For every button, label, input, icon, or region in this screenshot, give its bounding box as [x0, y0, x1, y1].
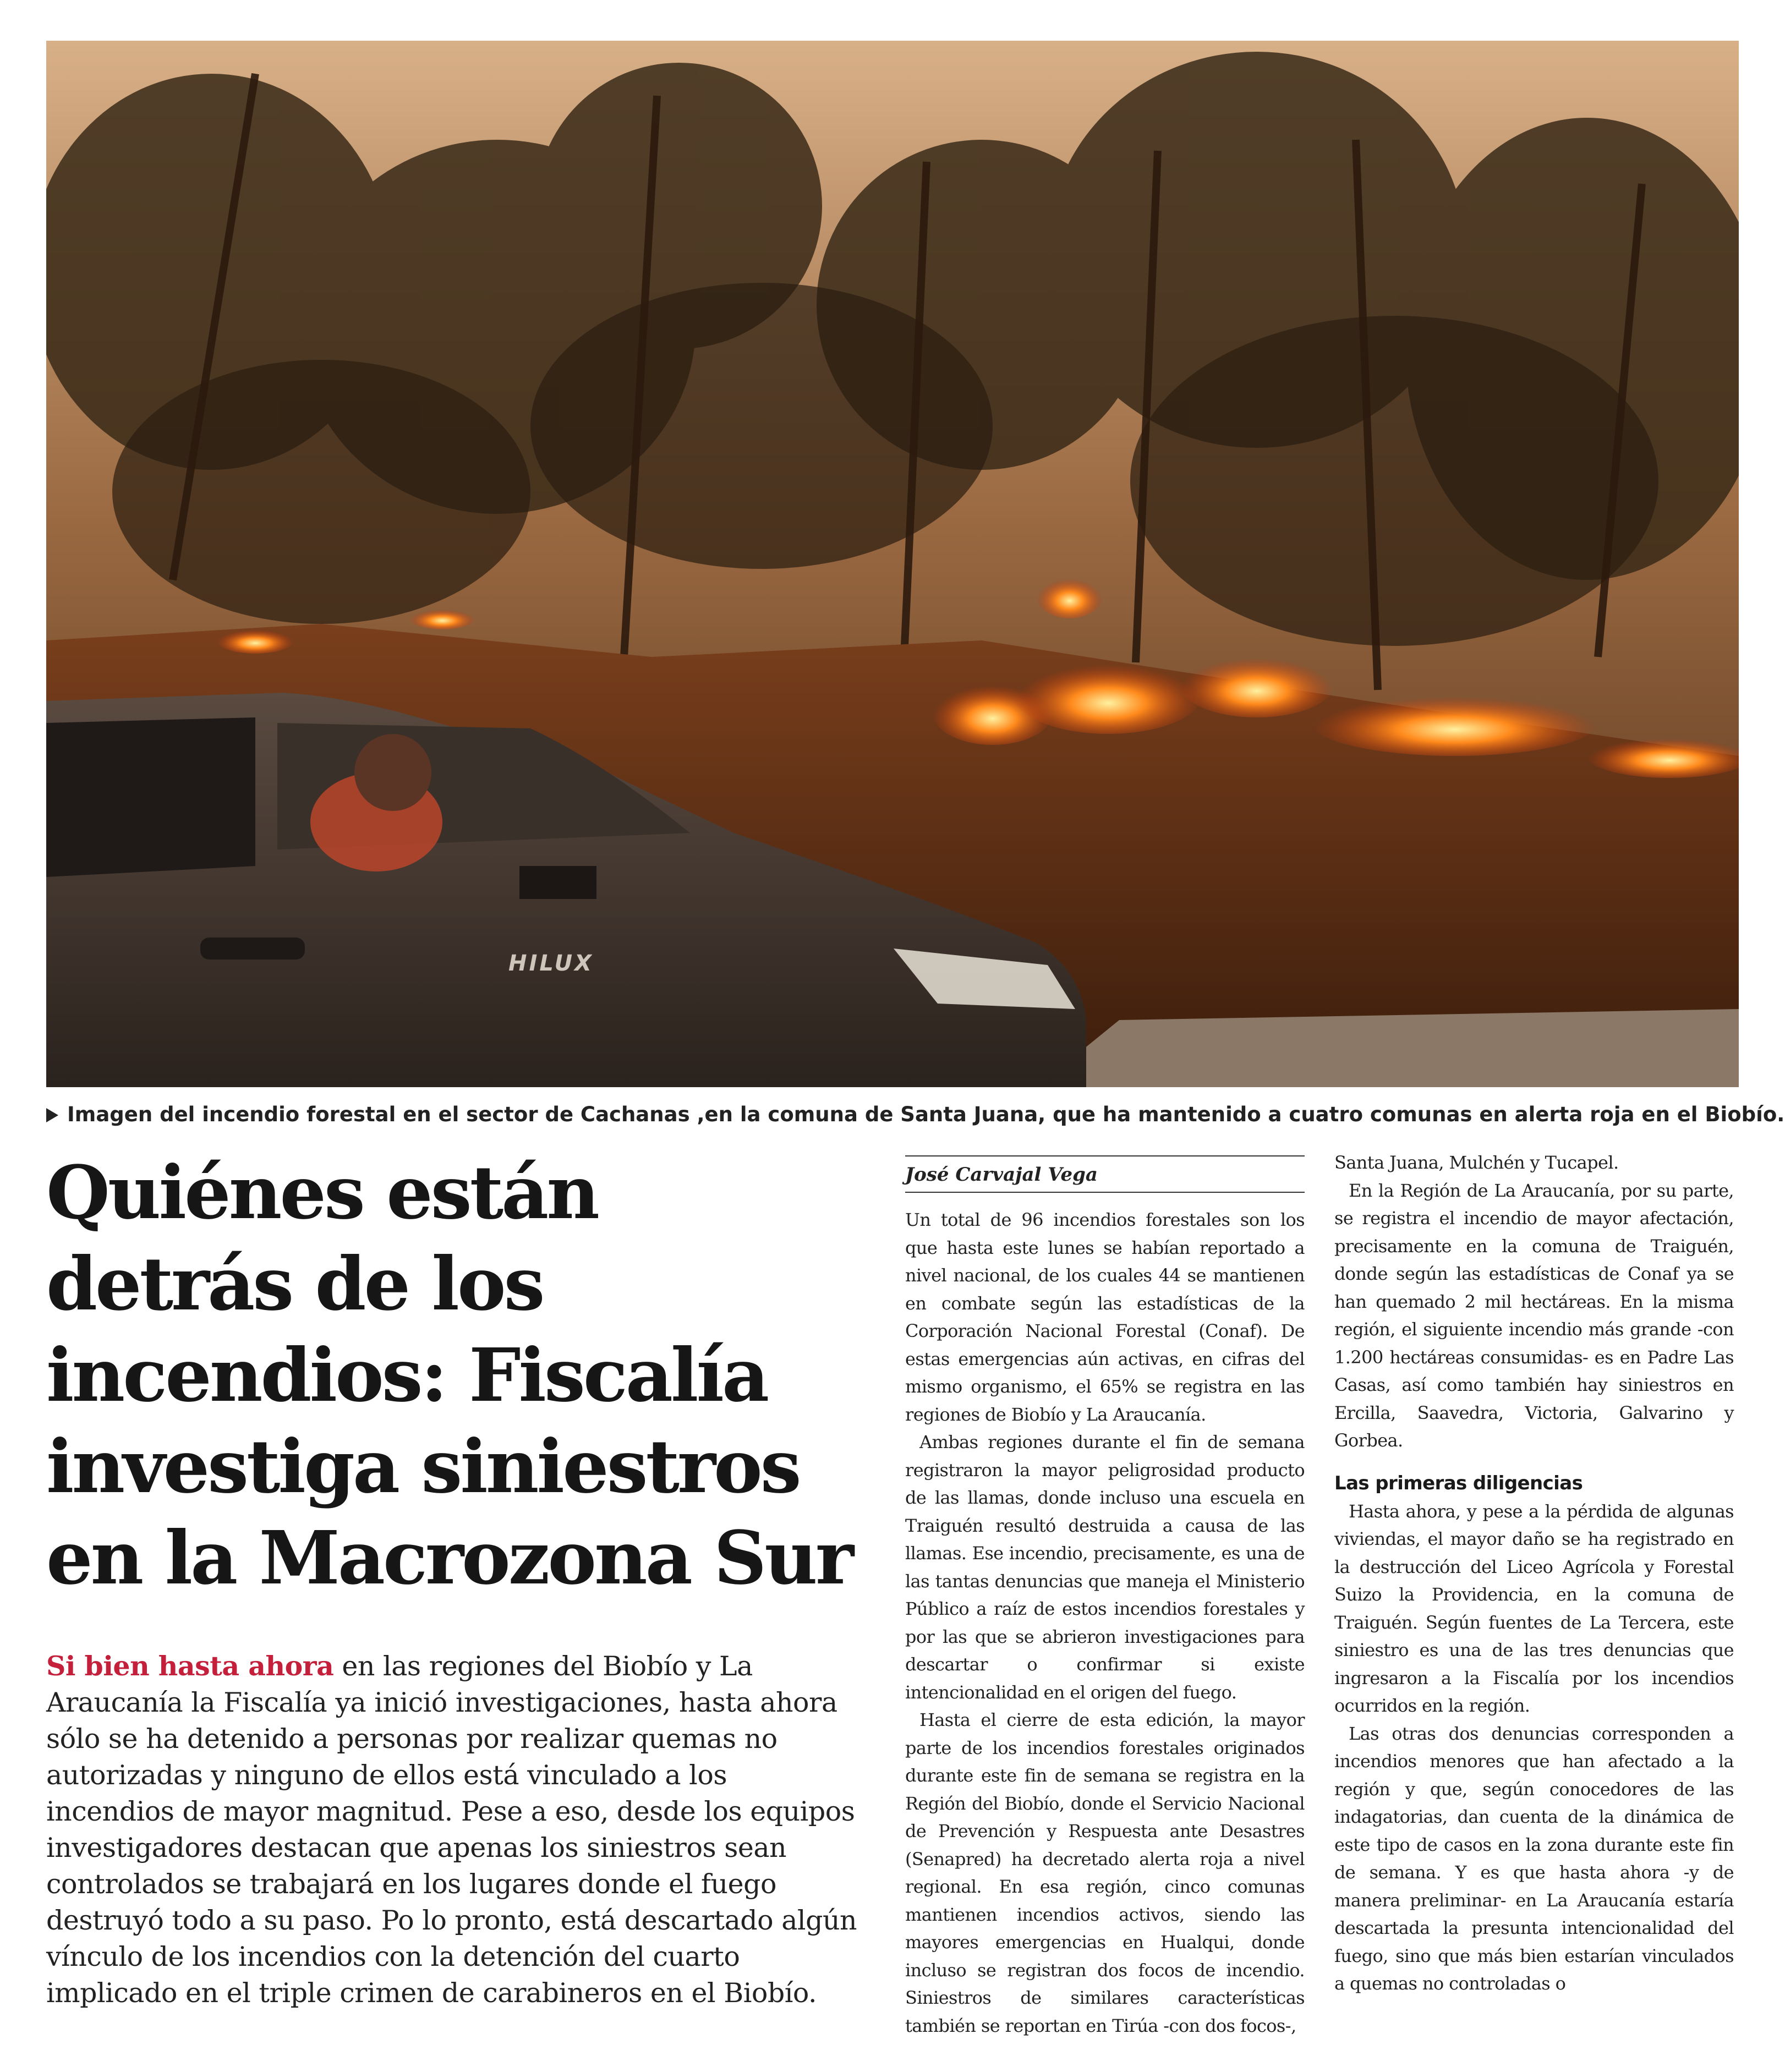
body-paragraph: En la Región de La Araucanía, por su parte, se registra el incendio de mayor afectación, precisamente en la comuna de Traiguén, donde según las estadísticas de Conaf ya se han quemado 2 mil hectáreas. En la misma región, el siguiente incendio más grande -con 1.200 hectáreas consumidas- es en Padre Las Casas, así como también hay siniestros en Ercilla, Saavedra, Victoria, Galvarino y Gorbea.	[1334, 1180, 1734, 1451]
headline	[46, 1147, 888, 1604]
lead-paragraph	[46, 1648, 861, 2011]
headline-line: incendios: Fiscalía	[46, 1333, 768, 1418]
body-paragraph: Ambas regiones durante el fin de semana registraron la mayor peligrosidad producto de las llamas, donde incluso una escuela en Traiguén resultó destruida a causa de las llamas. Ese incendio, precisamente, es una de las tantas denuncias que maneja el Ministerio Público a raíz de estos incendios forestales y por las que se abrieron investigaciones para descartar o confirmar si existe intencionalidad en el origen del fuego.	[905, 1432, 1305, 1703]
caption-text: Imagen del incendio forestal en el sector de Cachanas ,en la comuna de Santa Juana, que ha mantenido a cuatro comunas en alerta roja en el Biobío.	[67, 1103, 1785, 1126]
lead-kicker: Si bien hasta ahora	[46, 1650, 334, 1682]
forest-fire-illustration	[46, 41, 1739, 1087]
body-paragraph: Hasta ahora, y pese a la pérdida de algunas viviendas, el mayor daño se ha registrado en la destrucción del Liceo Agrícola y Forestal Suizo la Providencia, en la comuna de Traiguén. Según fuentes de La Tercera, este siniestro es una de las tres denuncias que ingresaron a la Fiscalía por los incendios ocurridos en la región.	[1334, 1500, 1734, 1716]
forest-fire-photo	[46, 41, 1739, 1087]
body-paragraph: Las otras dos denuncias corresponden a incendios menores que han afectado a la región y que, según conocedores de las indagatorias, dan cuenta de la dinámica de este tipo de casos en la zona durante este fin de semana. Y es que hasta ahora -y de manera preliminar- en La Araucanía estaría descartada la presunta intencionalidad del fuego, sino que más bien estarían vinculados a quemas no controladas o	[1334, 1723, 1734, 1994]
body-paragraph: Hasta el cierre de esta edición, la mayor parte de los incendios forestales originados durante este fin de semana se registra en la Región del Biobío, donde el Servicio Nacional de Prevención y Respuesta ante Desastres (Senapred) ha decretado alerta roja a nivel regional. En esa región, cinco comunas mantienen incendios activos, siendo las mayores emergencias en Hualqui, donde incluso se registran dos focos de incendio. Siniestros de similares características también se reportan en Tirúa -con dos focos-,	[905, 1709, 1305, 2036]
headline-line: Quiénes están	[46, 1150, 598, 1236]
article-column-2	[1334, 1149, 1734, 1998]
caption-triangle-icon	[46, 1108, 58, 1122]
subhead: Las primeras diligencias	[1334, 1472, 1583, 1494]
hilux-badge: HILUX	[508, 951, 594, 976]
headline-line: en la Macrozona Sur	[46, 1515, 852, 1601]
lead-text: en las regiones del Biobío y La Araucanía la Fiscalía ya inició investigaciones, hasta ahora sólo se ha detenido a personas por realizar quemas no autorizadas y ninguno de ellos está vinculado a los incendios de mayor magnitud. Pese a eso, desde los equipos investigadores destacan que apenas los siniestros sean controlados se trabajará en los lugares donde el fuego destruyó todo a su paso. Po lo pronto, está descartado algún vínculo de los incendios con la detención del cuarto implicado en el triple crimen de carabineros en el Biobío.	[46, 1651, 857, 2009]
headline-line: detrás de los	[46, 1241, 543, 1327]
body-paragraph: Santa Juana, Mulchén y Tucapel.	[1334, 1152, 1619, 1173]
headline-line: investiga siniestros	[46, 1424, 800, 1510]
body-paragraph: Un total de 96 incendios forestales son los que hasta este lunes se habían reportado a nivel nacional, de los cuales 44 se mantienen en combate según las estadísticas de la Corporación Nacional Forestal (Conaf). De estas emergencias aún activas, en cifras del mismo organismo, el 65% se registra en las regiones de Biobío y La Araucanía.	[905, 1209, 1305, 1425]
photo-caption	[46, 1102, 1785, 1127]
byline: José Carvajal Vega	[905, 1155, 1305, 1193]
article-column-1	[905, 1206, 1305, 2040]
